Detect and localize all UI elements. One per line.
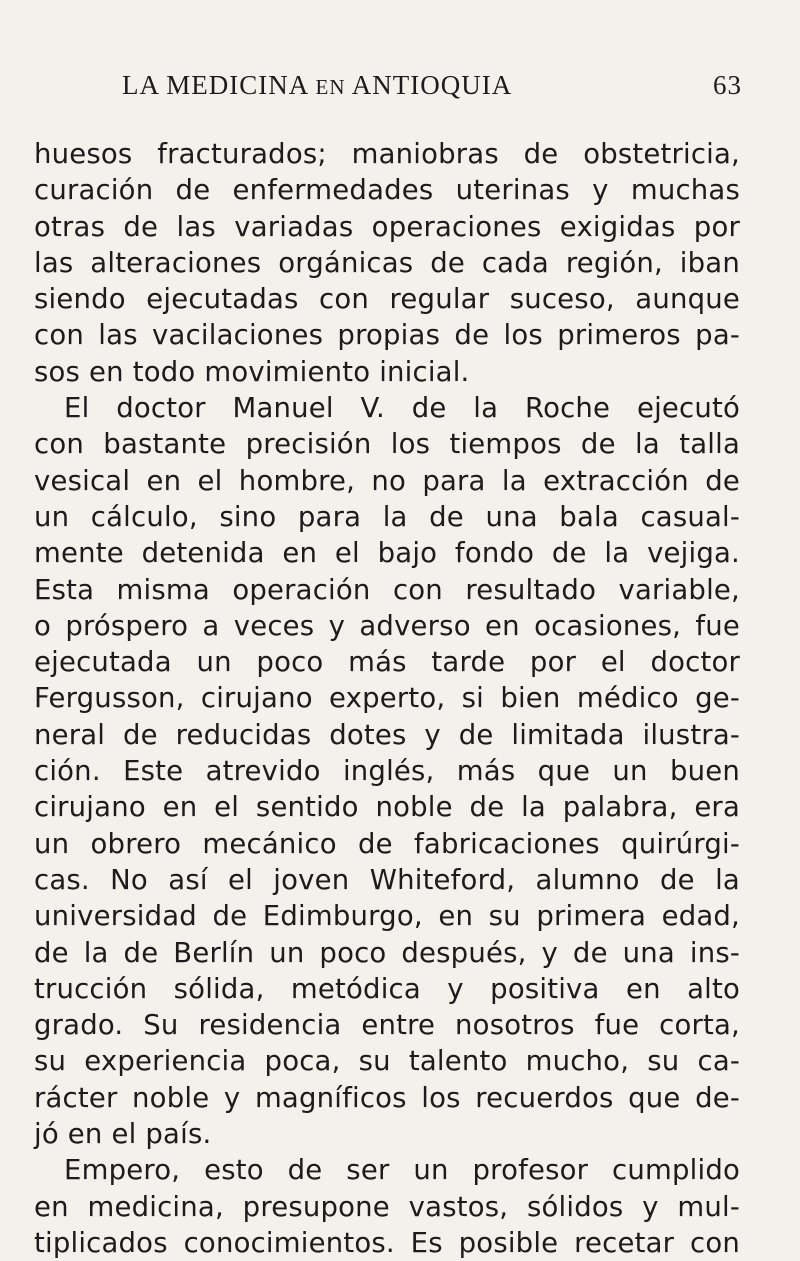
body-text: [34, 136, 740, 1261]
text-line: jó en el país.: [34, 1118, 212, 1151]
text-line: neral de reducidas dotes y de limitada ilustra-: [34, 718, 740, 751]
text-line: ejecutada un poco más tarde por el doctor: [34, 646, 740, 679]
running-title-small: EN: [315, 75, 346, 99]
text-line: siendo ejecutadas con regular suceso, aunque: [34, 283, 740, 316]
text-line: su experiencia poca, su talento mucho, su ca-: [34, 1045, 740, 1078]
text-line: las alteraciones orgánicas de cada región, iban: [34, 246, 740, 279]
running-title-part1: LA MEDICINA: [122, 70, 308, 100]
text-line: un cálculo, sino para la de una bala casual-: [34, 500, 740, 533]
running-title-part2: ANTIOQUIA: [351, 70, 513, 100]
text-line: grado. Su residencia entre nosotros fue corta,: [34, 1009, 740, 1042]
text-line: mente detenida en el bajo fondo de la vejiga.: [34, 537, 740, 570]
running-head: [122, 70, 742, 110]
text-line: El doctor Manuel V. de la Roche ejecutó: [64, 392, 740, 425]
page-number: 63: [713, 70, 742, 100]
text-line: o próspero a veces y adverso en ocasiones, fue: [34, 609, 740, 642]
text-line: de la de Berlín un poco después, y de una ins-: [34, 936, 740, 969]
running-title: [122, 70, 512, 101]
text-line: Fergusson, cirujano experto, si bien médico ge-: [34, 682, 740, 715]
text-line: Empero, esto de ser un profesor cumplido: [64, 1154, 740, 1187]
text-line: en medicina, presupone vastos, sólidos y mul-: [34, 1190, 740, 1223]
text-line: rácter noble y magníficos los recuerdos que de-: [34, 1081, 740, 1114]
text-line: otras de las variadas operaciones exigidas por: [34, 210, 740, 243]
text-line: Esta misma operación con resultado variable,: [34, 573, 740, 606]
text-line: curación de enfermedades uterinas y muchas: [34, 174, 740, 207]
text-line: cas. No así el joven Whiteford, alumno de la: [34, 863, 740, 896]
text-line: tiplicados conocimientos. Es posible recetar con: [34, 1226, 740, 1259]
text-line: sos en todo movimiento inicial.: [34, 355, 470, 388]
text-line: universidad de Edimburgo, en su primera edad,: [34, 900, 740, 933]
text-line: con bastante precisión los tiempos de la talla: [34, 428, 740, 461]
text-line: vesical en el hombre, no para la extracción de: [34, 464, 740, 497]
text-line: trucción sólida, metódica y positiva en alto: [34, 972, 740, 1005]
text-line: huesos fracturados; maniobras de obstetricia,: [34, 138, 740, 170]
text-line: un obrero mecánico de fabricaciones quirúrgi-: [34, 827, 740, 860]
text-line: ción. Este atrevido inglés, más que un buen: [34, 755, 740, 788]
text-line: con las vacilaciones propias de los primeros pa-: [34, 319, 740, 352]
text-line: cirujano en el sentido noble de la palabra, era: [34, 791, 740, 824]
